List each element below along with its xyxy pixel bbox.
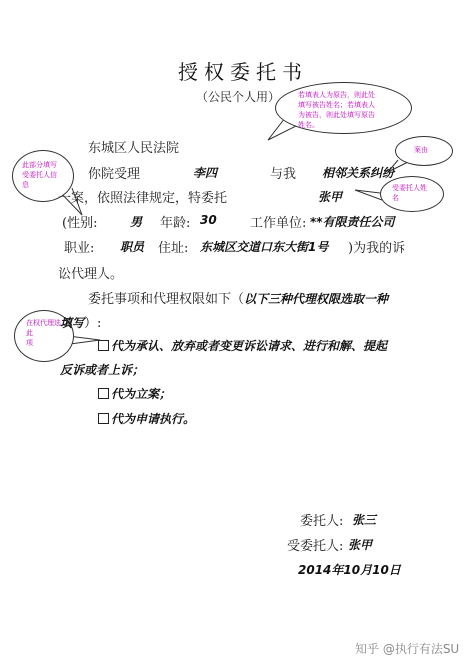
watermark: 知乎 @执行有法SU bbox=[355, 642, 460, 656]
annotation-opposing-party-line3: 为被告，则此处填写原告 bbox=[298, 111, 375, 119]
address-label: 住址: bbox=[158, 241, 189, 256]
opposing-party-name: 李四 bbox=[193, 166, 218, 180]
option-full-authority-text: 代为承认、放弃或者变更诉讼请求、进行和解、提起 bbox=[111, 339, 388, 353]
annotation-scope-line1: 在权代理选 bbox=[26, 319, 61, 327]
option-full-authority bbox=[98, 337, 387, 354]
agent-line-suffix: )为我的诉 bbox=[348, 241, 406, 256]
annotation-agent-name-line2: 名 bbox=[392, 194, 399, 202]
entrust-line: 一案，依照法律规定，特委托 bbox=[58, 191, 228, 206]
annotation-opposing-party-line1: 若填表人为原告，则此处 bbox=[298, 91, 375, 99]
checkbox-full-authority[interactable] bbox=[98, 340, 109, 351]
annotation-agent-info-line2: 受委托人信 bbox=[22, 171, 57, 179]
workplace-label: 工作单位: bbox=[250, 216, 307, 231]
checkbox-execution[interactable] bbox=[98, 413, 109, 424]
job-label: 职业: bbox=[64, 241, 95, 256]
agent-line-end: 讼代理人。 bbox=[58, 267, 124, 282]
scope-intro-text: 委托事项和代理权限如下（ bbox=[88, 292, 245, 307]
case-line-mid: 与我 bbox=[270, 167, 297, 182]
age-label: 年龄: bbox=[160, 216, 191, 231]
address-value: 东城区交道口东大街1号 bbox=[200, 240, 329, 254]
option-filing bbox=[98, 385, 171, 402]
scope-intro bbox=[88, 288, 388, 307]
annotation-scope-line2: 此 bbox=[26, 329, 33, 337]
workplace-value: **有限责任公司 bbox=[310, 215, 395, 229]
option-filing-text: 代为立案； bbox=[111, 387, 172, 401]
scope-note: 以下三种代理权限选取一种 bbox=[244, 292, 389, 306]
annotation-opposing-party-line2: 填写被告姓名；若填表人 bbox=[298, 101, 375, 109]
job-value: 职员 bbox=[120, 240, 145, 254]
agent-signature: 张甲 bbox=[348, 538, 373, 552]
case-line-prefix: 你院受理 bbox=[88, 167, 141, 182]
annotation-agent-name-line1: 受委托人姓 bbox=[392, 184, 427, 192]
annotation-scope-line3: 项 bbox=[26, 339, 33, 347]
agent-name-value: 张甲 bbox=[318, 190, 343, 204]
gender-label: (性别: bbox=[62, 216, 98, 231]
scope-note-fill: 填写 bbox=[60, 316, 85, 330]
checkbox-filing[interactable] bbox=[98, 388, 109, 399]
scope-note-line2 bbox=[60, 312, 101, 331]
age-value: 30 bbox=[200, 213, 217, 227]
principal-label: 委托人: bbox=[300, 514, 344, 529]
option-execution bbox=[98, 410, 195, 427]
gender-value: 男 bbox=[130, 215, 143, 229]
annotation-bubble-agent-name bbox=[380, 176, 444, 212]
scope-note-end: ）: bbox=[84, 316, 102, 331]
annotation-agent-info-line1: 此部分填写 bbox=[22, 161, 57, 169]
signing-date: 2014年10月10日 bbox=[298, 563, 401, 577]
court-name: 东城区人民法院 bbox=[88, 141, 180, 156]
annotation-opposing-party-line4: 姓名。 bbox=[298, 121, 319, 129]
case-reason-value: 相邻关系纠纷 bbox=[322, 166, 395, 180]
option-execution-text: 代为申请执行。 bbox=[111, 412, 196, 426]
annotation-agent-info-line3: 息 bbox=[22, 181, 29, 189]
document-subtitle: （公民个人用） bbox=[196, 90, 281, 104]
principal-signature: 张三 bbox=[352, 513, 377, 527]
agent-signature-label: 受委托人: bbox=[287, 539, 344, 554]
option-full-authority-cont: 反诉或者上诉； bbox=[60, 363, 145, 377]
annotation-case-reason: 案由 bbox=[414, 146, 428, 154]
document-title: 授权委托书 bbox=[178, 60, 308, 84]
